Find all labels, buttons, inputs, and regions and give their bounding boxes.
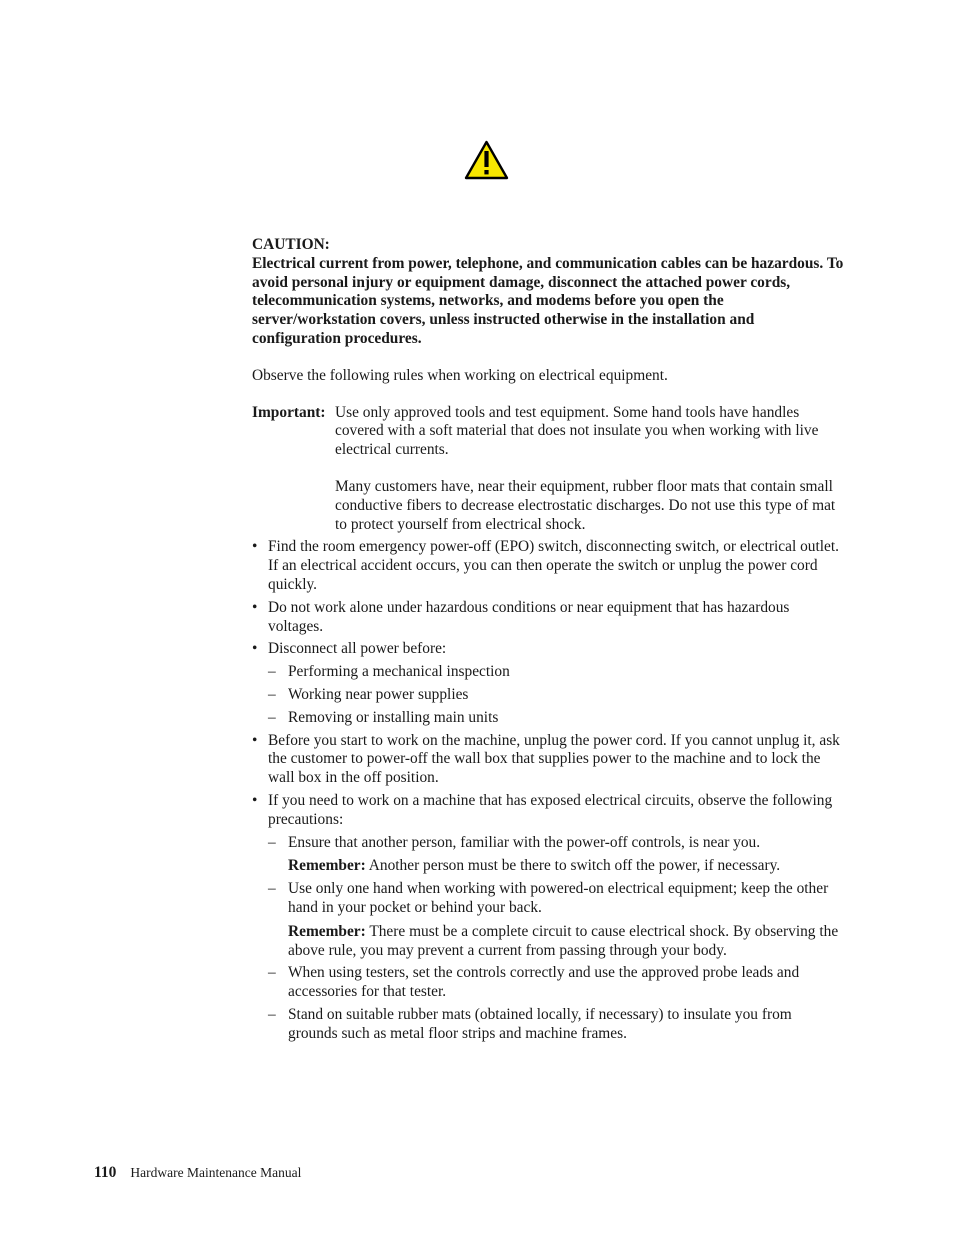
remember-label: Remember: [288,857,366,875]
remember-label: Remember: [288,922,366,940]
caution-text: Electrical current from power, telephone, and communication cables can be hazardous. To avoid personal injury or equipment damage, disconnect the attached power cords, telecommunication systems, networks, and modems before you open the server/workstation covers, unless instructed otherwise in the installation and configuration procedures. [252,254,844,347]
list-item [252,640,844,727]
sublist-item-text: Stand on suitable rubber mats (obtained locally, if necessary) to insulate you from grounds such as metal floor strips and machine frames. [288,1005,792,1042]
dash-icon: – [268,964,276,982]
remember-text: There must be a complete circuit to cause electrical shock. By observing the above rule, you may prevent a current from passing through your body. [288,922,839,959]
list-item-text: Find the room emergency power-off (EPO) switch, disconnecting switch, or electrical outlet. If an electrical accident occurs, you can then operate the switch or unplug the power cord quickly. [268,538,839,593]
main-content [252,236,844,1047]
sublist-item-text: Working near power supplies [288,685,469,703]
list-item [252,599,844,637]
sublist-item [268,663,844,682]
sublist-item-text: Ensure that another person, familiar with the power-off controls, is near you. [288,833,761,851]
sublist-item-text: Use only one hand when working with powered-on electrical equipment; keep the other hand in your pocket or behind your back. [288,880,829,916]
manual-title: Hardware Maintenance Manual [130,1165,302,1180]
remember-text: Another person must be there to switch off the power, if necessary. [365,857,781,875]
dash-icon: – [268,663,276,681]
caution-heading: CAUTION: [252,236,330,253]
sublist-item [268,834,844,877]
important-body [335,404,844,535]
sublist-item-text: Performing a mechanical inspection [288,663,510,681]
bullet-icon: • [252,640,258,658]
bullet-icon: • [252,538,258,556]
intro-text: Observe the following rules when working on electrical equipment. [252,366,668,384]
bullet-icon: • [252,598,258,616]
sublist-item [268,709,844,728]
bullet-icon: • [252,791,258,809]
list-item-text: Disconnect all power before: [268,640,447,658]
sublist-item-text: When using testers, set the controls correctly and use the approved probe leads and accessories for that tester. [288,964,800,1001]
sublist-item-text: Removing or installing main units [288,708,499,726]
page-footer [94,1163,301,1183]
important-paragraph: Many customers have, near their equipment, rubber floor mats that contain small conductive fibers to decrease electrostatic discharges. Do not use this type of mat to protect yourself from electrical shock. [335,477,836,533]
remember-note [288,923,844,961]
warning-triangle-icon [464,140,509,180]
sublist-item [268,964,844,1002]
important-note [252,404,844,535]
dash-icon: – [268,685,276,703]
list-item [252,538,844,594]
dash-icon: – [268,1005,276,1023]
page-number: 110 [94,1164,117,1181]
precautions-sublist [268,834,844,1044]
sublist-item [268,1006,844,1044]
bullet-icon: • [252,731,258,749]
list-item [252,732,844,788]
list-item-text: Do not work alone under hazardous conditions or near equipment that has hazardous voltages. [268,598,790,635]
sublist-item [268,686,844,705]
disconnect-sublist [268,663,844,727]
remember-note [288,857,844,876]
list-item-text: If you need to work on a machine that has exposed electrical circuits, observe the following precautions: [268,791,833,828]
list-item [252,792,844,1044]
dash-icon: – [268,833,276,851]
list-item-text: Before you start to work on the machine, unplug the power cord. If you cannot unplug it, ask the customer to power-off the wall box that supplies power to the machine and to lock the wall box in the off position. [268,731,840,787]
rules-list [252,538,844,1043]
dash-icon: – [268,708,276,726]
sublist-item [268,880,844,960]
dash-icon: – [268,880,276,898]
important-paragraph: Use only approved tools and test equipment. Some hand tools have handles covered with a soft material that does not insulate you when working with live electrical currents. [335,403,819,459]
important-label: Important: [252,403,326,421]
